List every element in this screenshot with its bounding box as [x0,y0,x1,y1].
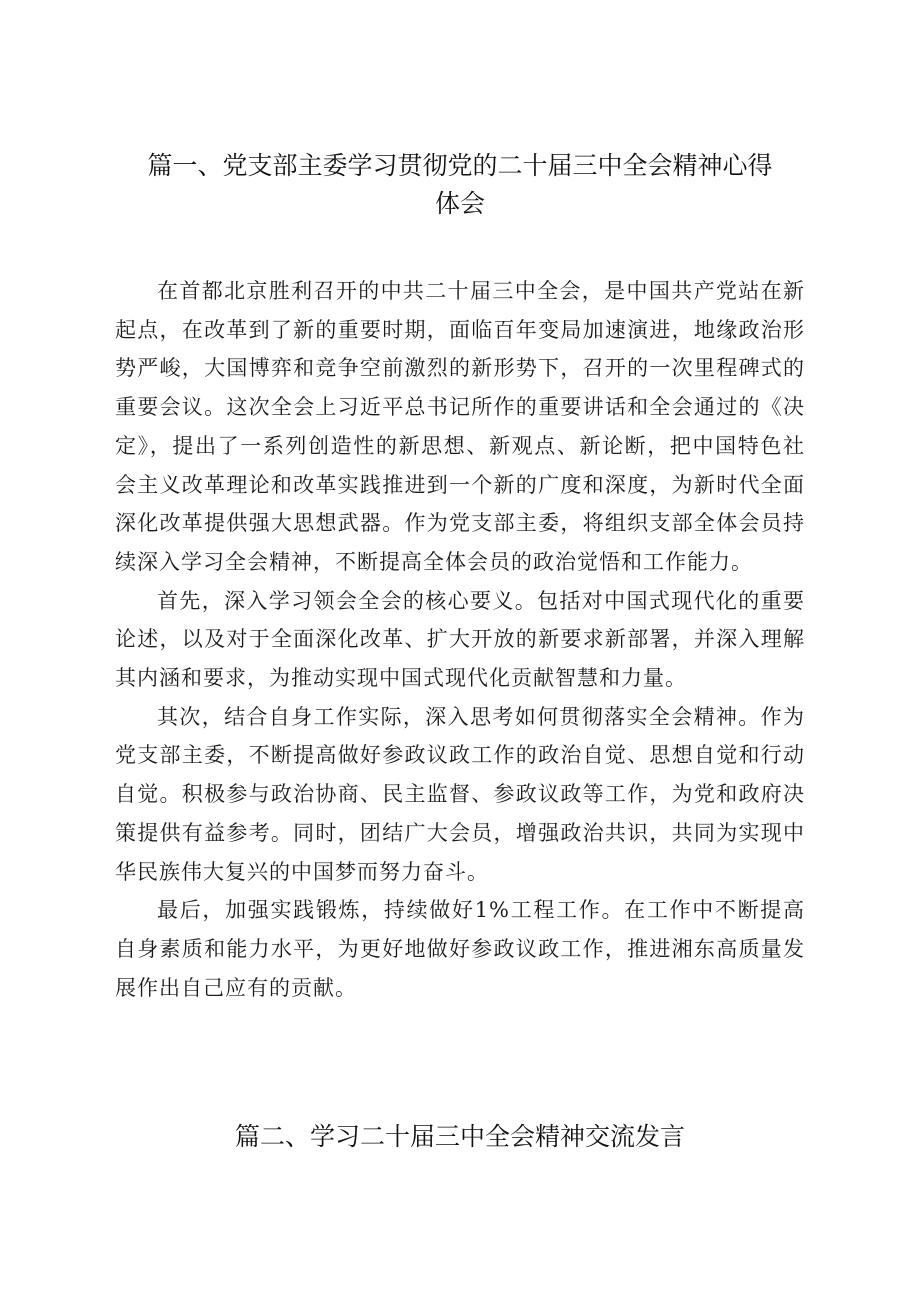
paragraph-intro: 在首都北京胜利召开的中共二十届三中全会，是中国共产党站在新起点，在改革到了新的重要时期，面临百年变局加速演进，地缘政治形势严峻，大国博弈和竞争空前激烈的新形势下，召开的一次里程碑式的重要会议。这次全会上习近平总书记所作的重要讲话和全会通过的《决定》，提出了一系列创造性的新思想、新观点、新论断，把中国特色社会主义改革理论和改革实践推进到一个新的广度和深度，为新时代全面深化改革提供强大思想武器。作为党支部主委，将组织支部全体会员持续深入学习全会精神，不断提高全体会员的政治觉悟和工作能力。 [115,279,805,574]
paragraph-second: 其次，结合自身工作实际，深入思考如何贯彻落实全会精神。作为党支部主委，不断提高做好参政议政工作的政治自觉、思想自觉和行动自觉。积极参与政治协商、民主监督、参政议政等工作，为党和政府决策提供有益参考。同时，团结广大会员，增强政治共识，共同为实现中华民族伟大复兴的中国梦而努力奋斗。 [115,704,805,884]
section-1-title [110,147,810,223]
section-1-title-line-1: 篇一、党支部主委学习贯彻党的二十届三中全会精神心得 [147,151,773,180]
paragraph-first: 首先，深入学习领会全会的核心要义。包括对中国式现代化的重要论述，以及对于全面深化改革、扩大开放的新要求新部署，并深入理解其内涵和要求，为推动实现中国式现代化贡献智慧和力量。 [115,588,805,691]
section-1-title-line-2: 体会 [434,189,485,218]
paragraph-last: 最后，加强实践锻炼，持续做好1%工程工作。在工作中不断提高自身素质和能力水平，为更好地做好参政议政工作，推进湘东高质量发展作出自己应有的贡献。 [115,898,805,1000]
section-2-title: 篇二、学习二十届三中全会精神交流发言 [234,1122,685,1151]
section-1-body [115,272,805,1007]
